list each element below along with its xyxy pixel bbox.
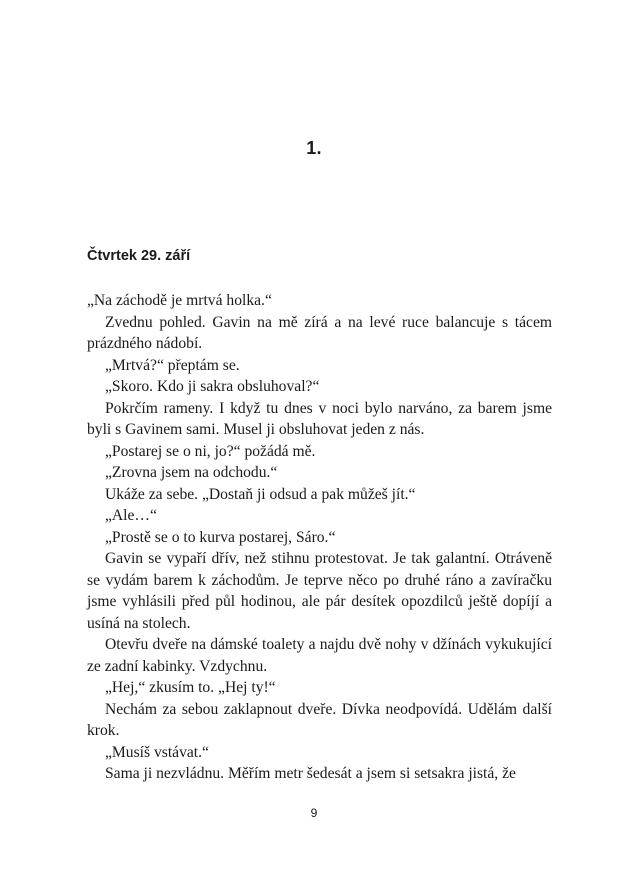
paragraph: „Prostě se o to kurva postarej, Sáro.“: [105, 528, 336, 546]
section-heading: Čtvrtek 29. září: [87, 248, 191, 264]
paragraph: „Hej,“ zkusím to. „Hej ty!“: [105, 679, 276, 696]
chapter-number: 1.: [306, 138, 322, 158]
paragraph: Otevřu dveře na dámské toalety a najdu dvě nohy v džínách vykukující ze zadní kabinky. Vzdychnu.: [87, 636, 552, 675]
paragraph: Sama ji nezvládnu. Měřím metr šedesát a jsem si setsakra jistá, že: [105, 765, 516, 782]
paragraph: Gavin se vypaří dřív, než stihnu protestovat. Je tak galantní. Otráveně se vydám barem k záchodům. Je teprve něco po druhé ráno a zavíračku jsme vyhlásili před půl hodinou, ale pár desítek opozdilců ještě dopíjí a usíná na stolech.: [87, 550, 552, 632]
paragraph: „Musíš vstávat.“: [105, 743, 209, 761]
paragraph: „Ale…“: [105, 507, 157, 524]
paragraph: „Postarej se o ni, jo?“ požádá mě.: [105, 442, 316, 460]
body-text: [87, 290, 552, 785]
paragraph: „Skoro. Kdo ji sakra obsluhoval?“: [105, 378, 320, 395]
page-number: 9: [310, 806, 318, 820]
paragraph: „Na záchodě je mrtvá holka.“: [87, 292, 272, 309]
paragraph: Pokrčím rameny. I když tu dnes v noci bylo narváno, za barem jsme byli s Gavinem sami. Musel ji obsluhovat jeden z nás.: [87, 399, 552, 438]
paragraph: „Mrtvá?“ přeptám se.: [105, 356, 240, 374]
paragraph: Ukáže za sebe. „Dostaň ji odsud a pak můžeš jít.“: [105, 485, 416, 503]
paragraph: Nechám za sebou zaklapnout dveře. Dívka neodpovídá. Udělám další krok.: [87, 700, 552, 739]
paragraph: Zvednu pohled. Gavin na mě zírá a na levé ruce balancuje s tácem prázdného nádobí.: [87, 313, 552, 352]
paragraph: „Zrovna jsem na odchodu.“: [105, 464, 278, 481]
